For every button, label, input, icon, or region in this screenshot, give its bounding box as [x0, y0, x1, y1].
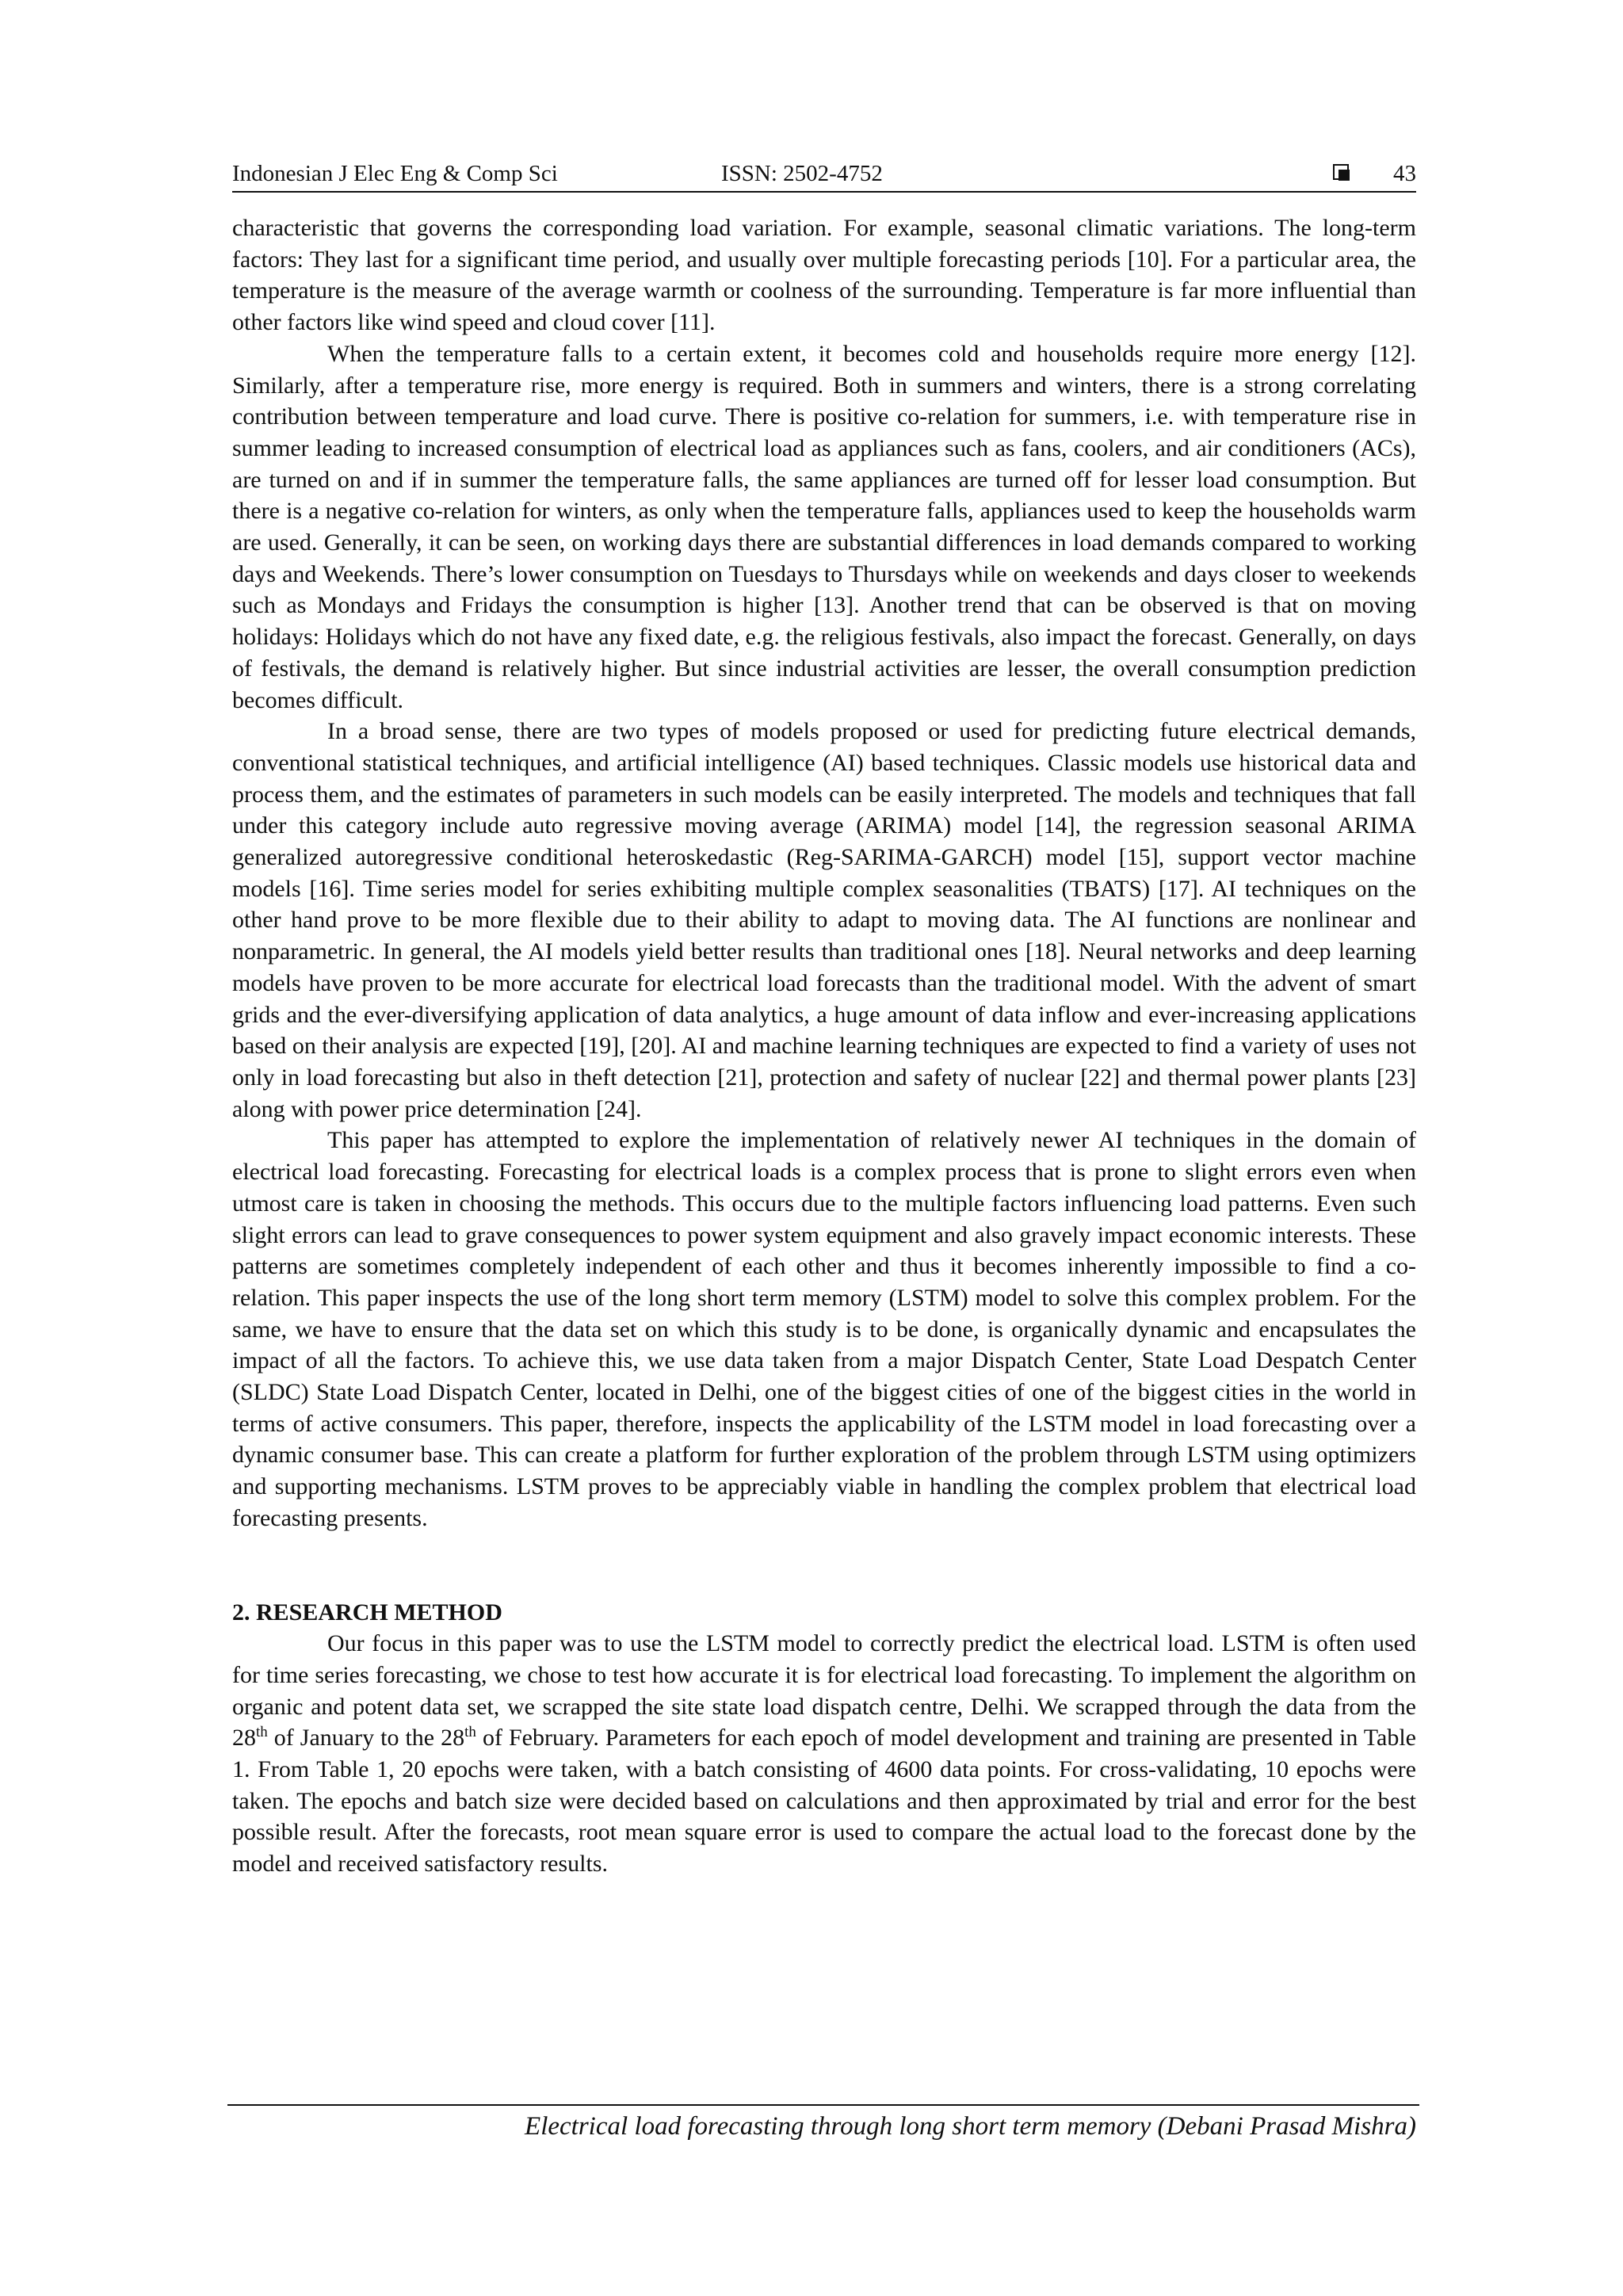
square-box-icon [1333, 164, 1349, 180]
footer-rule [227, 2104, 1419, 2106]
issn: ISSN: 2502-4752 [721, 161, 883, 186]
research-text-part-3: of February. Parameters for each epoch of model development and training are presented in Table 1. From Table 1, 20 epochs were taken, with a batch consisting of 4600 data points. For cross-validating, 10 epochs were taken. The epochs and batch size were decided based on calculations and then approximated by trial and error for the best possible result. After the forecasts, root mean square error is used to compare the actual load to the forecast done by the model and received satisfactory results. [232, 1725, 1416, 1878]
ordinal-superscript-1: th [256, 1724, 268, 1741]
ordinal-superscript-2: th [464, 1724, 476, 1741]
paragraph-1: characteristic that governs the corresponding load variation. For example, seasonal climatic variations. The long-term factors: They last for a significant time period, and usually over multiple forecasting periods [10]. For a particular area, the temperature is the measure of the average warmth or coolness of the surrounding. Temperature is far more influential than other factors like wind speed and cloud cover [11]. [232, 215, 1416, 336]
section-heading: 2. RESEARCH METHOD [232, 1599, 502, 1626]
running-header [232, 155, 1416, 192]
paragraph-3: In a broad sense, there are two types of models proposed or used for predicting future electrical demands, conventional statistical techniques, and artificial intelligence (AI) based techniques. Classic models use historical data and process them, and the estimates of parameters in such models can be easily interpreted. The models and techniques that fall under this category include auto regressive moving average (ARIMA) model [14], the regression seasonal ARIMA generalized autoregressive conditional heteroskedastic (Reg-SARIMA-GARCH) model [15], support vector machine models [16]. Time series model for series exhibiting multiple complex seasonalities (TBATS) [17]. AI techniques on the other hand prove to be more flexible due to their ability to adapt to moving data. The AI functions are nonlinear and nonparametric. In general, the AI models yield better results than traditional ones [18]. Neural networks and deep learning models have proven to be more accurate for electrical load forecasts than the traditional model. With the advent of smart grids and the ever-diversifying application of data analytics, a huge amount of data inflow and ever-increasing applications based on their analysis are expected [19], [20]. AI and machine learning techniques are expected to find a variety of uses not only in load forecasting but also in theft detection [21], protection and safety of nuclear [22] and thermal power plants [23] along with power price determination [24]. [232, 718, 1416, 1122]
header-rule [232, 191, 1416, 193]
page-number: 43 [1393, 161, 1416, 186]
body-text [232, 212, 1416, 1880]
research-text-part-1: Our focus in this paper was to use the LSTM model to correctly predict the electrical load. LSTM is often used for time series forecasting, we chose to test how accurate it is for electrical load forecasting. To implement the algorithm on organic and potent data set, we scrapped the site state load dispatch centre, Delhi. We scrapped through the data from the 28 [232, 1630, 1416, 1752]
running-footer: Electrical load forecasting through long short term memory (Debani Prasad Mishra) [525, 2112, 1416, 2141]
paragraph-2: When the temperature falls to a certain extent, it becomes cold and households require more energy [12]. Similarly, after a temperature rise, more energy is required. Both in summers and winters, there is a strong correlating contribution between temperature and load curve. There is positive co-relation for summers, i.e. with temperature rise in summer leading to increased consumption of electrical load as appliances such as fans, coolers, and air conditioners (ACs), are turned on and if in summer the temperature falls, the same appliances are turned off for lesser load consumption. But there is a negative co-relation for winters, as only when the temperature falls, appliances used to keep the households warm are used. Generally, it can be seen, on working days there are substantial differences in load demands compared to working days and Weekends. There’s lower consumption on Tuesdays to Thursdays while on weekends and days closer to weekends such as Mondays and Fridays the consumption is higher [13]. Another trend that can be observed is that on moving holidays: Holidays which do not have any fixed date, e.g. the religious festivals, also impact the forecast. Generally, on days of festivals, the demand is relatively higher. But since industrial activities are lesser, the overall consumption prediction becomes difficult. [232, 340, 1416, 713]
paragraph-4: This paper has attempted to explore the implementation of relatively newer AI techniques in the domain of electrical load forecasting. Forecasting for electrical loads is a complex process that is prone to slight errors even when utmost care is taken in choosing the methods. This occurs due to the multiple factors influencing load patterns. Even such slight errors can lead to grave consequences to power system equipment and also gravely impact economic interests. These patterns are sometimes completely independent of each other and thus it becomes inherently impossible to find a co-relation. This paper inspects the use of the long short term memory (LSTM) model to solve this complex problem. For the same, we have to ensure that the data set on which this study is to be done, is organically dynamic and encapsulates the impact of all the factors. To achieve this, we use data taken from a major Dispatch Center, State Load Despatch Center (SLDC) State Load Dispatch Center, located in Delhi, one of the biggest cities of one of the biggest cities in the world in terms of active consumers. This paper, therefore, inspects the applicability of the LSTM model in load forecasting over a dynamic consumer base. This can create a platform for further exploration of the problem through LSTM using optimizers and supporting mechanisms. LSTM proves to be appreciably viable in handling the complex problem that electrical load forecasting presents. [232, 1127, 1416, 1531]
journal-name: Indonesian J Elec Eng & Comp Sci [232, 161, 558, 186]
research-method-paragraph [232, 1628, 1416, 1880]
research-text-part-2: of January to the 28 [267, 1725, 465, 1752]
